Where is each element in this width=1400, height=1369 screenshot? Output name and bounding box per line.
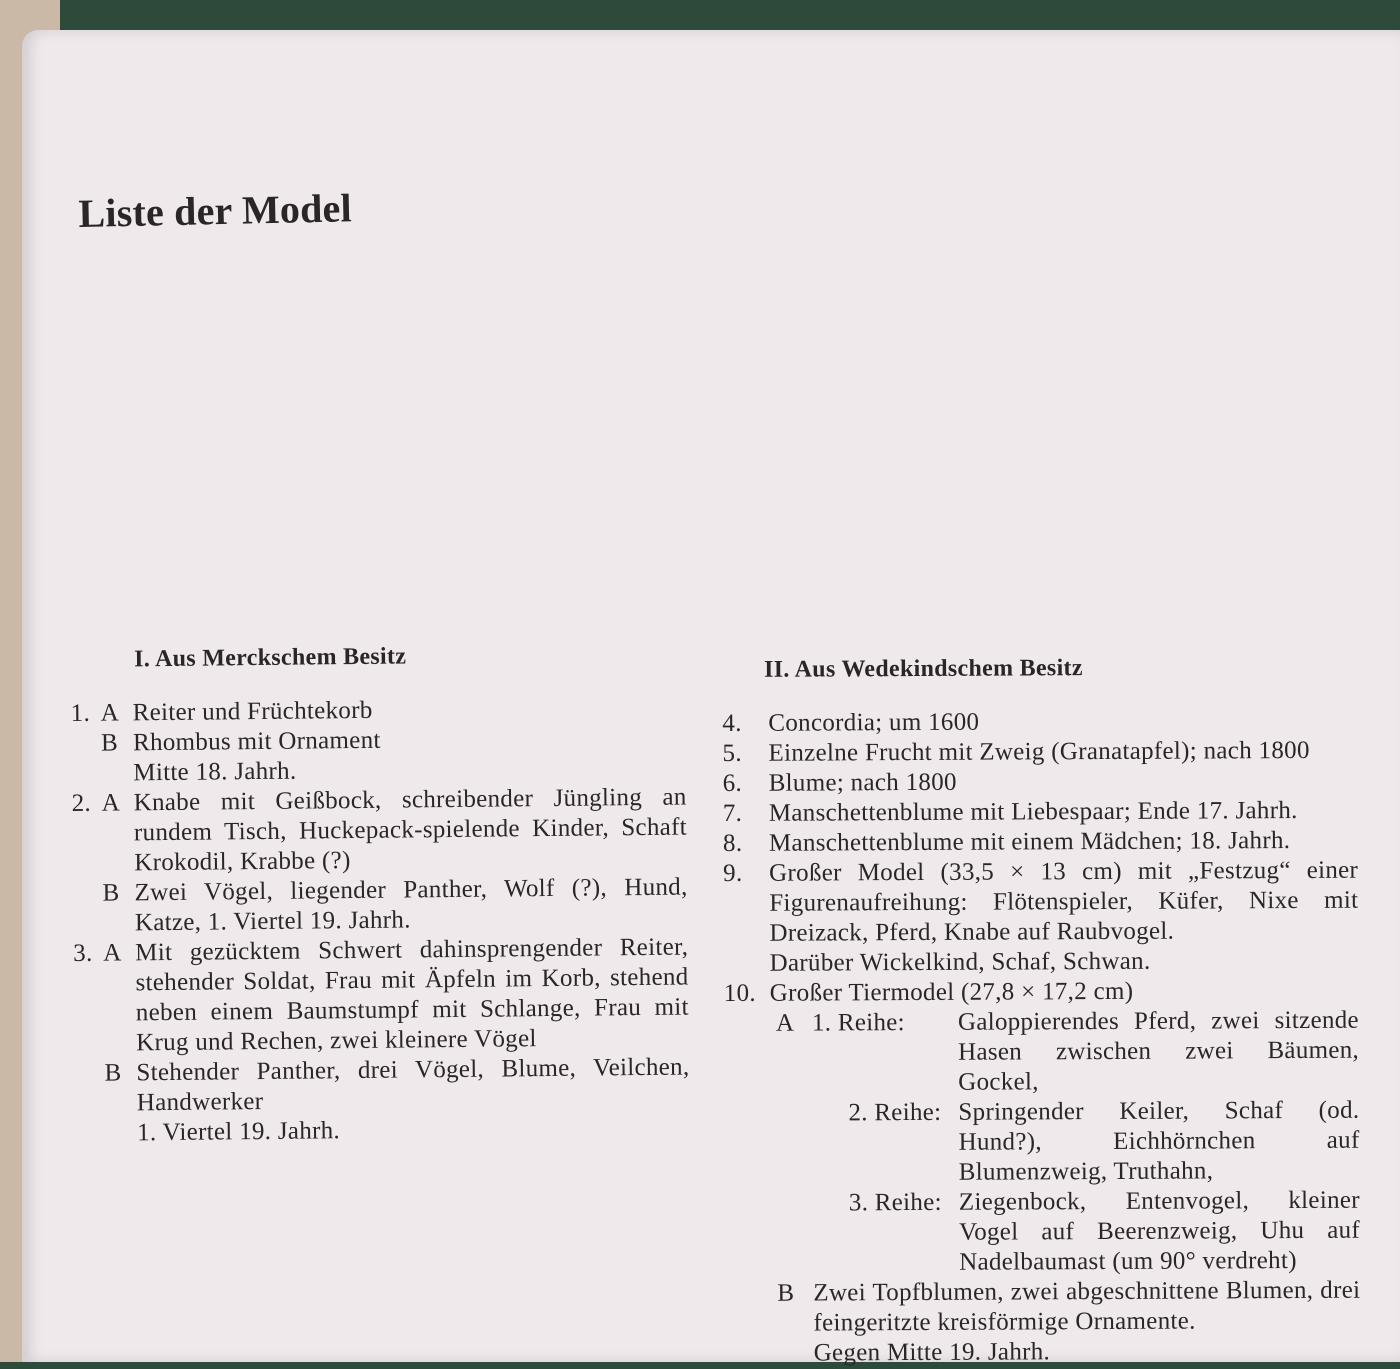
item-number: 9.	[723, 859, 743, 887]
list-item-7	[723, 796, 1358, 829]
left-column	[70, 639, 690, 1149]
list-item-8	[723, 826, 1358, 859]
row-label: 2. Reihe:	[848, 1098, 942, 1127]
page-title: Liste der Model	[78, 185, 353, 236]
list-item-3	[73, 933, 689, 1059]
item-letter: B	[777, 1279, 795, 1307]
row-3	[813, 1186, 1360, 1279]
list-item-4	[722, 706, 1357, 739]
item-text: Rhombus mit Ornament	[132, 726, 381, 757]
item-number: 5.	[722, 739, 742, 767]
item-text: Blume; nach 1800	[768, 768, 957, 797]
item-date: 1. Viertel 19. Jahrh.	[136, 1117, 341, 1147]
row-1	[812, 1006, 1359, 1099]
item-number: 3.	[73, 939, 93, 967]
item-letter: A	[101, 789, 121, 817]
row-label: 3. Reihe:	[848, 1188, 942, 1217]
item-text: Zwei Vögel, liegender Panther, Wolf (?), Hund, Katze, 1. Viertel 19. Jahrh.	[134, 873, 688, 937]
list-item-3b	[74, 1053, 690, 1149]
item-number: 1.	[70, 699, 91, 727]
row-2	[812, 1096, 1359, 1189]
item-number: 4.	[722, 709, 742, 737]
row-text: Galoppierendes Pferd, zwei sitzende Hasen zwischen zwei Bäumen, Gockel,	[957, 1006, 1360, 1096]
item-letter: B	[102, 879, 120, 907]
item-number: 6.	[722, 769, 743, 797]
list-item-5	[722, 736, 1357, 769]
item-text: Concordia; um 1600	[768, 708, 980, 737]
list-item-6	[723, 766, 1358, 799]
item-text-extra: Darüber Wickelkind, Schaf, Schwan.	[769, 947, 1151, 977]
item-number: 2.	[71, 789, 92, 817]
book-page	[22, 30, 1400, 1367]
item-text: Reiter und Früchtekorb	[132, 696, 373, 727]
list-item-2	[72, 783, 688, 879]
item-text: Einzelne Frucht mit Zweig (Granatapfel); nach 1800	[768, 736, 1310, 767]
item-10a	[770, 1006, 1360, 1279]
item-date: Gegen Mitte 19. Jahrh.	[813, 1338, 1051, 1367]
list-item-2b	[72, 873, 688, 939]
list-item-1b	[71, 723, 687, 789]
item-text: Knabe mit Geißbock, schreibender Jüngling an rundem Tisch, Huckepack-spielende Kinder, Schaft Krokodil, Krabbe (?)	[133, 783, 688, 877]
item-letter: B	[100, 729, 119, 757]
item-letter: A	[103, 939, 122, 967]
list-item-10	[724, 976, 1361, 1369]
item-text: Manschettenblume mit einem Mädchen; 18. Jahrh.	[768, 827, 1291, 857]
item-text: Großer Model (33,5 × 13 cm) mit „Festzug“ einer Figurenaufreihung: Flötenspieler, Küfer, Nixe mit Dreizack, Pferd, Knabe auf Raubvogel.	[769, 856, 1359, 947]
item-letter: A	[100, 699, 120, 727]
item-text: Mit gezücktem Schwert dahinsprengender Reiter, stehender Soldat, Frau mit Äpfeln im Korb, stehend neben einem Baumstumpf mit Schlange, Frau mit Krug und Rechen, zwei kleinere Vögel	[135, 933, 689, 1057]
item-letter: B	[104, 1059, 122, 1087]
item-number: 8.	[722, 829, 743, 857]
row-label: 1. Reihe:	[811, 1009, 905, 1037]
item-text: Stehender Panther, drei Vögel, Blume, Veilchen, Handwerker	[136, 1053, 690, 1117]
item-text: Zwei Topfblumen, zwei abgeschnittene Blumen, drei feingeritzte kreisförmige Ornamente.	[813, 1276, 1361, 1337]
list-item-9	[723, 856, 1359, 979]
item-number: 10.	[723, 979, 756, 1007]
row-text: Springender Keiler, Schaf (od. Hund?), Eichhörnchen auf Blumenzweig, Truthahn,	[958, 1096, 1360, 1186]
section-heading-merck: I. Aus Merckschem Besitz	[134, 643, 407, 673]
item-text: Manschettenblume mit Liebespaar; Ende 17. Jahrh.	[768, 796, 1298, 827]
item-letter: A	[775, 1009, 795, 1037]
section-heading-wedekind: II. Aus Wedekindschem Besitz	[764, 655, 1083, 683]
item-number: 7.	[722, 799, 743, 827]
item-text: Großer Tiermodel (27,8 × 17,2 cm)	[769, 977, 1134, 1007]
item-10b	[771, 1276, 1360, 1369]
item-date: Mitte 18. Jahrh.	[133, 757, 297, 787]
right-column	[722, 652, 1361, 1369]
row-text: Ziegenbock, Entenvogel, kleiner Vogel auf Beerenzweig, Uhu auf Nadelbaumast (um 90° verdreht)	[958, 1186, 1361, 1276]
